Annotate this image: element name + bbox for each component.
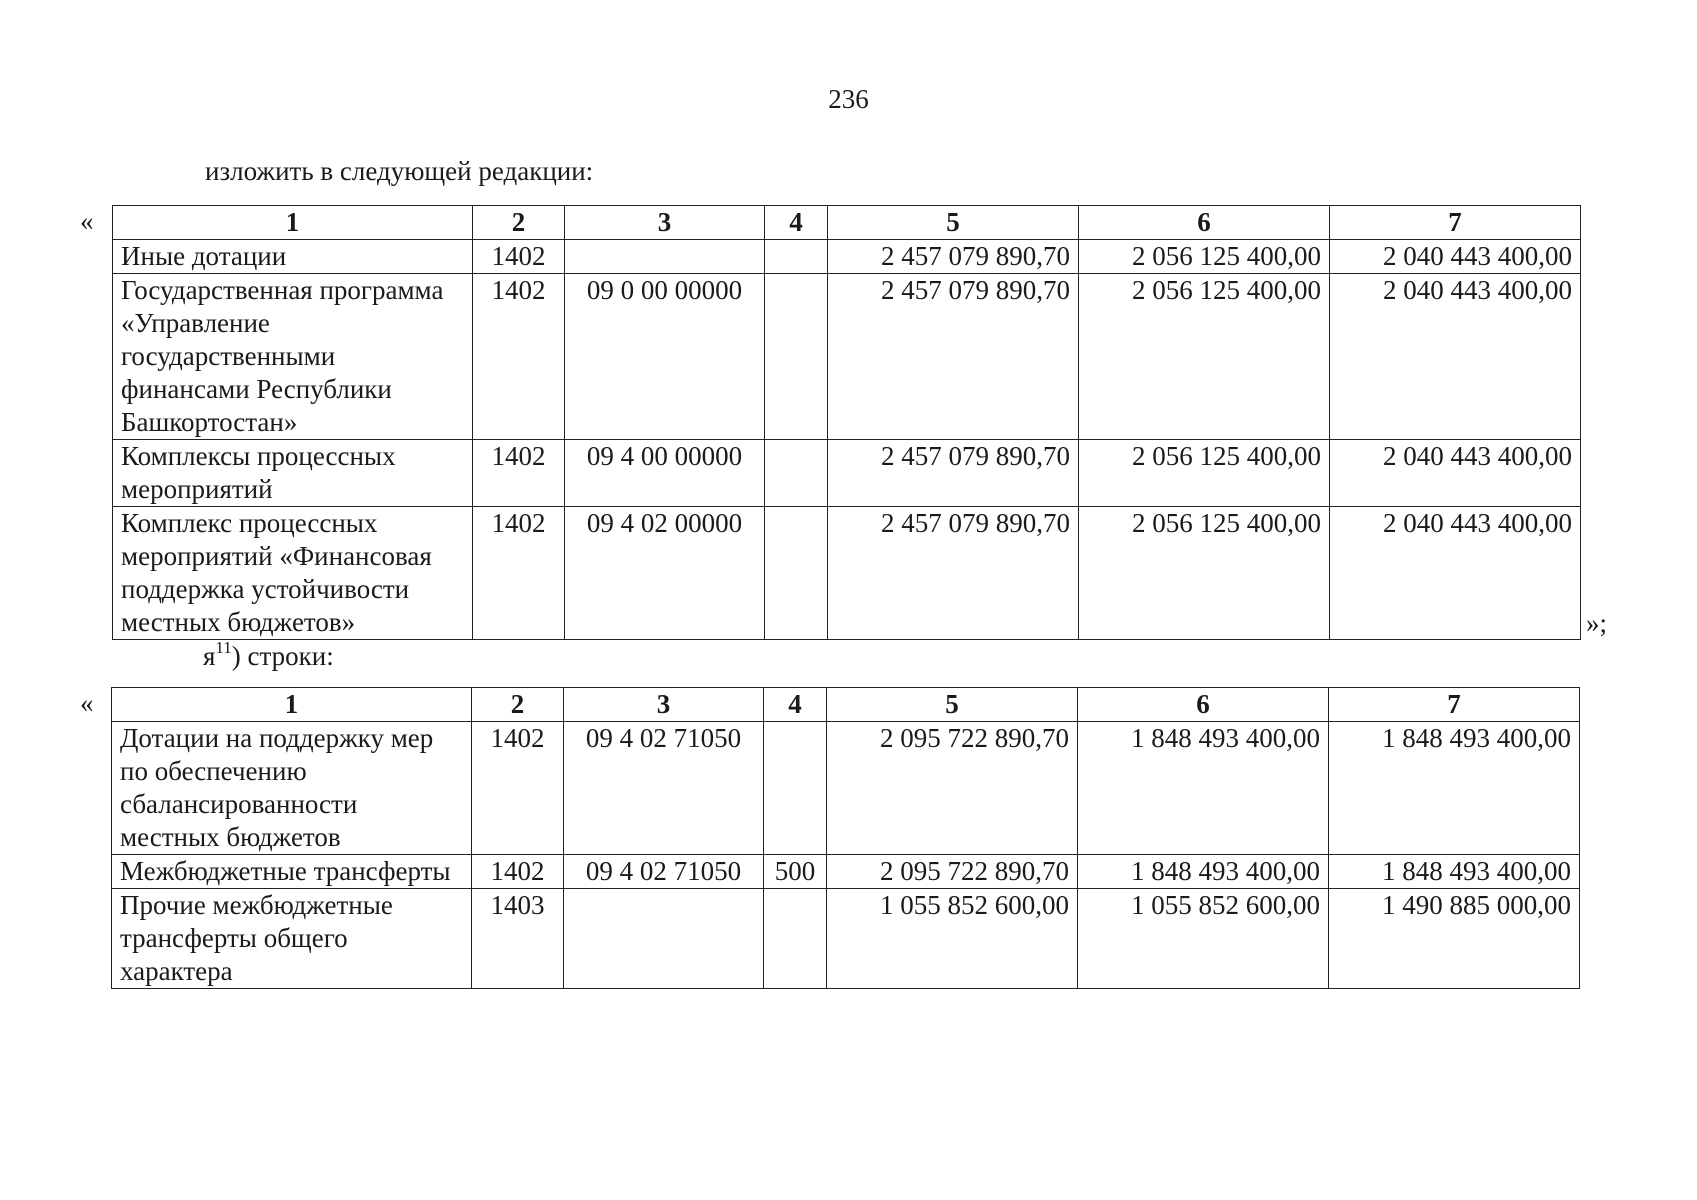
table-1 <box>112 205 1581 640</box>
table-row <box>112 722 1580 855</box>
table-row <box>113 507 1581 640</box>
column-header: 4 <box>764 688 827 722</box>
expense-type <box>764 722 827 855</box>
amount-col-6: 2 056 125 400,00 <box>1079 274 1330 440</box>
table-row <box>112 889 1580 989</box>
row-name: Дотации на поддержку мер по обеспечению сбалансированности местных бюджетов <box>112 722 472 855</box>
subitem-prefix: я <box>203 641 216 671</box>
intro-text: изложить в следующей редакции: <box>205 156 594 186</box>
expense-type <box>765 507 828 640</box>
table-header-row <box>112 688 1580 722</box>
page-number: 236 <box>828 84 869 114</box>
table-row <box>112 855 1580 889</box>
table-row <box>113 240 1581 274</box>
row-name: Иные дотации <box>113 240 473 274</box>
amount-col-6: 2 056 125 400,00 <box>1079 440 1330 507</box>
amount-col-5: 2 457 079 890,70 <box>828 440 1079 507</box>
target-code: 09 4 02 00000 <box>565 507 765 640</box>
amount-col-6: 2 056 125 400,00 <box>1079 240 1330 274</box>
amount-col-5: 2 095 722 890,70 <box>827 722 1078 855</box>
amount-col-5: 2 457 079 890,70 <box>828 274 1079 440</box>
column-header: 2 <box>472 688 564 722</box>
subitem-superscript: 11 <box>215 638 232 657</box>
amount-col-7: 1 848 493 400,00 <box>1329 855 1580 889</box>
column-header: 6 <box>1079 206 1330 240</box>
opening-quote-1: « <box>80 206 94 236</box>
column-header: 3 <box>565 206 765 240</box>
target-code <box>564 889 764 989</box>
section-code: 1402 <box>473 507 565 640</box>
target-code: 09 4 00 00000 <box>565 440 765 507</box>
amount-col-7: 2 040 443 400,00 <box>1330 507 1581 640</box>
amount-col-5: 2 457 079 890,70 <box>828 507 1079 640</box>
closing-quote: »; <box>1586 608 1608 638</box>
section-code: 1402 <box>473 240 565 274</box>
expense-type <box>765 440 828 507</box>
table-2 <box>111 687 1580 989</box>
amount-col-7: 1 490 885 000,00 <box>1329 889 1580 989</box>
row-name: Государственная программа «Управление государственными финансами Республики Башкортостан» <box>113 274 473 440</box>
amount-col-6: 1 848 493 400,00 <box>1078 855 1329 889</box>
column-header: 7 <box>1330 206 1581 240</box>
target-code: 09 0 00 00000 <box>565 274 765 440</box>
table-header-row <box>113 206 1581 240</box>
row-name: Прочие межбюджетные трансферты общего характера <box>112 889 472 989</box>
column-header: 5 <box>827 688 1078 722</box>
subitem-suffix: ) строки: <box>231 641 334 671</box>
amount-col-5: 1 055 852 600,00 <box>827 889 1078 989</box>
table-row <box>113 274 1581 440</box>
table-row <box>113 440 1581 507</box>
column-header: 1 <box>113 206 473 240</box>
column-header: 7 <box>1329 688 1580 722</box>
section-code: 1403 <box>472 889 564 989</box>
amount-col-5: 2 095 722 890,70 <box>827 855 1078 889</box>
amount-col-7: 1 848 493 400,00 <box>1329 722 1580 855</box>
section-code: 1402 <box>473 274 565 440</box>
expense-type: 500 <box>764 855 827 889</box>
column-header: 4 <box>765 206 828 240</box>
expense-type <box>765 274 828 440</box>
amount-col-7: 2 040 443 400,00 <box>1330 240 1581 274</box>
amount-col-6: 1 055 852 600,00 <box>1078 889 1329 989</box>
amount-col-7: 2 040 443 400,00 <box>1330 274 1581 440</box>
amount-col-6: 2 056 125 400,00 <box>1079 507 1330 640</box>
opening-quote-2: « <box>80 688 94 718</box>
amount-col-6: 1 848 493 400,00 <box>1078 722 1329 855</box>
expense-type <box>764 889 827 989</box>
row-name: Межбюджетные трансферты <box>112 855 472 889</box>
column-header: 1 <box>112 688 472 722</box>
section-code: 1402 <box>472 855 564 889</box>
column-header: 3 <box>564 688 764 722</box>
column-header: 6 <box>1078 688 1329 722</box>
column-header: 2 <box>473 206 565 240</box>
target-code: 09 4 02 71050 <box>564 722 764 855</box>
section-code: 1402 <box>472 722 564 855</box>
expense-type <box>765 240 828 274</box>
section-code: 1402 <box>473 440 565 507</box>
target-code <box>565 240 765 274</box>
row-name: Комплекс процессных мероприятий «Финансовая поддержка устойчивости местных бюджетов» <box>113 507 473 640</box>
subitem-label <box>203 638 334 672</box>
amount-col-5: 2 457 079 890,70 <box>828 240 1079 274</box>
amount-col-7: 2 040 443 400,00 <box>1330 440 1581 507</box>
row-name: Комплексы процессных мероприятий <box>113 440 473 507</box>
target-code: 09 4 02 71050 <box>564 855 764 889</box>
column-header: 5 <box>828 206 1079 240</box>
